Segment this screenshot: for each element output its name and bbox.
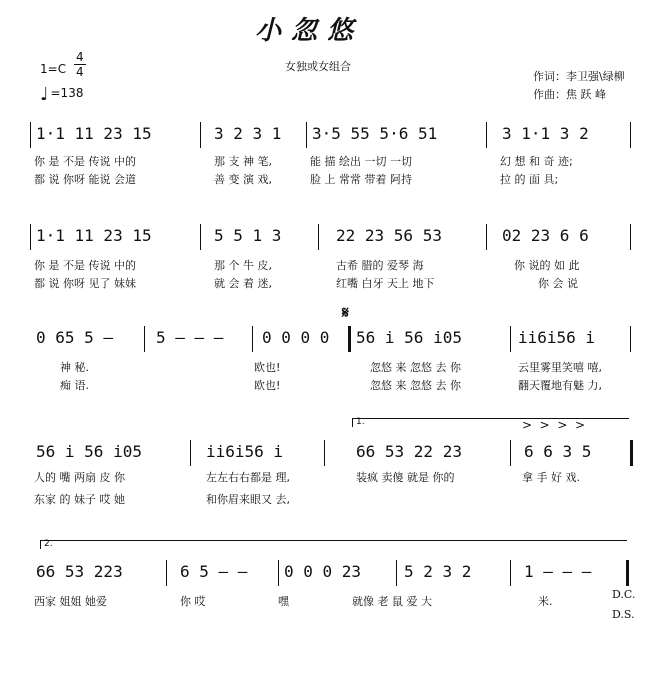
lyric: 欧也! (254, 379, 281, 392)
lyric: 红嘴 白牙 天上 地下 (336, 277, 435, 290)
time-signature (74, 50, 86, 79)
lyric: 左左右右都是 理, (206, 471, 290, 484)
measure: 5 – – – (156, 328, 224, 347)
lyric: 东家 的 妹子 哎 她 (34, 493, 125, 506)
lyric: 就像 老 鼠 爱 大 (352, 595, 432, 608)
barline (630, 326, 631, 352)
measure: ii6i56 i (206, 442, 284, 461)
system-3-notes (30, 326, 634, 350)
barline (486, 122, 487, 148)
measure: 66 53 22 23 (356, 442, 462, 461)
measure: 22 23 56 53 (336, 226, 442, 245)
repeat-start-barline (348, 326, 351, 352)
measure: 6 5 – – (180, 562, 248, 581)
system-5-lyrics-1 (30, 594, 634, 610)
measure: 1·1 11 23 15 (36, 226, 152, 245)
lyric: 神 秘. (60, 361, 89, 374)
measure: 56 i 56 i05 (36, 442, 142, 461)
lyric: 云里雾里笑嘻 嘻, (518, 361, 602, 374)
lyric: 拿 手 好 戏. (522, 471, 580, 484)
lyric: 你 是 不是 传说 中的 (34, 259, 136, 272)
lyric: 和你眉来眼又 去, (206, 493, 290, 506)
lyric: 忽悠 来 忽悠 去 你 (370, 361, 461, 374)
lyric: 那 个 牛 皮, (214, 259, 272, 272)
final-barline (626, 560, 629, 586)
barline (278, 560, 279, 586)
system-4-notes (30, 440, 634, 464)
meter-bottom: 4 (76, 65, 84, 79)
barline (396, 560, 397, 586)
measure: ii6i56 i (518, 328, 596, 347)
lyric: 嘿 (278, 595, 289, 608)
song-subtitle: 女独或女组合 (285, 60, 351, 73)
system-2-lyrics-1 (30, 258, 634, 274)
measure: 3 1·1 3 2 (502, 124, 589, 143)
barline (510, 560, 511, 586)
barline (252, 326, 253, 352)
da-capo-marking: D.C. (612, 588, 636, 601)
lyric: 就 会 着 迷, (214, 277, 272, 290)
system-2-notes (30, 224, 634, 248)
lyric: 都 说 你呀 见了 妹妹 (34, 277, 136, 290)
lyric: 你 说的 如 此 (514, 259, 580, 272)
measure: 3·5 55 5·6 51 (312, 124, 438, 143)
barline (630, 122, 631, 148)
barline (510, 326, 511, 352)
song-title: 小忽悠 (255, 16, 364, 46)
meter-top: 4 (76, 50, 84, 64)
lyric: 你 会 说 (538, 277, 578, 290)
barline (324, 440, 325, 466)
lyric: 西家 姐姐 她爱 (34, 595, 107, 608)
barline (30, 122, 31, 148)
second-ending-bracket (40, 540, 627, 549)
barline (190, 440, 191, 466)
system-2-lyrics-2 (30, 276, 634, 292)
lyric: 脸 上 常常 带着 阿持 (310, 173, 412, 186)
volta-label: 1. (356, 417, 365, 427)
barline (166, 560, 167, 586)
composer-credit: 作曲：焦 跃 峰 (533, 88, 606, 101)
key-signature: 1=C (40, 62, 67, 76)
tempo-value: =138 (50, 86, 84, 100)
repeat-end-barline (630, 440, 633, 466)
dal-segno-marking: D.S. (612, 608, 635, 621)
first-ending-bracket (352, 418, 629, 427)
measure: 56 i 56 i05 (356, 328, 462, 347)
barline (200, 224, 201, 250)
system-1-lyrics-2 (30, 172, 634, 188)
barline (318, 224, 319, 250)
measure: 1·1 11 23 15 (36, 124, 152, 143)
measure: 3 2 3 1 (214, 124, 282, 143)
lyric: 幻 想 和 奇 迹; (500, 155, 573, 168)
lyric: 痴 语. (60, 379, 89, 392)
lyric: 你 是 不是 传说 中的 (34, 155, 136, 168)
lyric: 人的 嘴 两扇 皮 你 (34, 471, 125, 484)
tempo-marking (40, 84, 83, 105)
lyric: 善 变 演 戏, (214, 173, 272, 186)
lyric: 能 描 绘出 一切 一切 (310, 155, 412, 168)
barline (144, 326, 145, 352)
barline (630, 224, 631, 250)
measure: 0 65 5 – (36, 328, 114, 347)
quarter-note-icon: ♩ (40, 84, 49, 105)
barline (486, 224, 487, 250)
measure: 1 – – – (524, 562, 592, 581)
measure: 5 2 3 2 (404, 562, 472, 581)
lyricist-credit: 作词：李卫强\绿柳 (533, 70, 625, 83)
barline (510, 440, 511, 466)
measure: 6 6 3 5 (524, 442, 592, 461)
barline (306, 122, 307, 148)
barline (30, 224, 31, 250)
measure: 02 23 6 6 (502, 226, 589, 245)
lyric: 古希 腊的 爱琴 海 (336, 259, 424, 272)
accent-marks: > > > > (522, 418, 586, 432)
lyric: 翻天覆地有魅 力, (518, 379, 602, 392)
measure: 5 5 1 3 (214, 226, 282, 245)
lyric: 装疯 卖傻 就是 你的 (356, 471, 455, 484)
lyric: 拉 的 面 具; (500, 173, 559, 186)
system-4-lyrics-1 (30, 470, 634, 486)
lyric: 欧也! (254, 361, 281, 374)
system-3-lyrics-2 (30, 378, 634, 394)
lyric: 米. (538, 595, 553, 608)
system-1-lyrics-1 (30, 154, 634, 170)
volta-label: 2. (44, 539, 53, 549)
system-4-lyrics-2 (30, 492, 634, 508)
lyric: 都 说 你呀 能说 会道 (34, 173, 136, 186)
measure: 66 53 223 (36, 562, 123, 581)
barline (200, 122, 201, 148)
segno-sign: 𝄋 (342, 303, 349, 322)
system-1-notes (30, 122, 634, 146)
system-3-lyrics-1 (30, 360, 634, 376)
lyric: 忽悠 来 忽悠 去 你 (370, 379, 461, 392)
measure: 0 0 0 0 (262, 328, 330, 347)
system-5-notes (30, 560, 634, 584)
lyric: 你 哎 (180, 595, 206, 608)
lyric: 那 支 神 笔, (214, 155, 272, 168)
measure: 0 0 0 23 (284, 562, 362, 581)
